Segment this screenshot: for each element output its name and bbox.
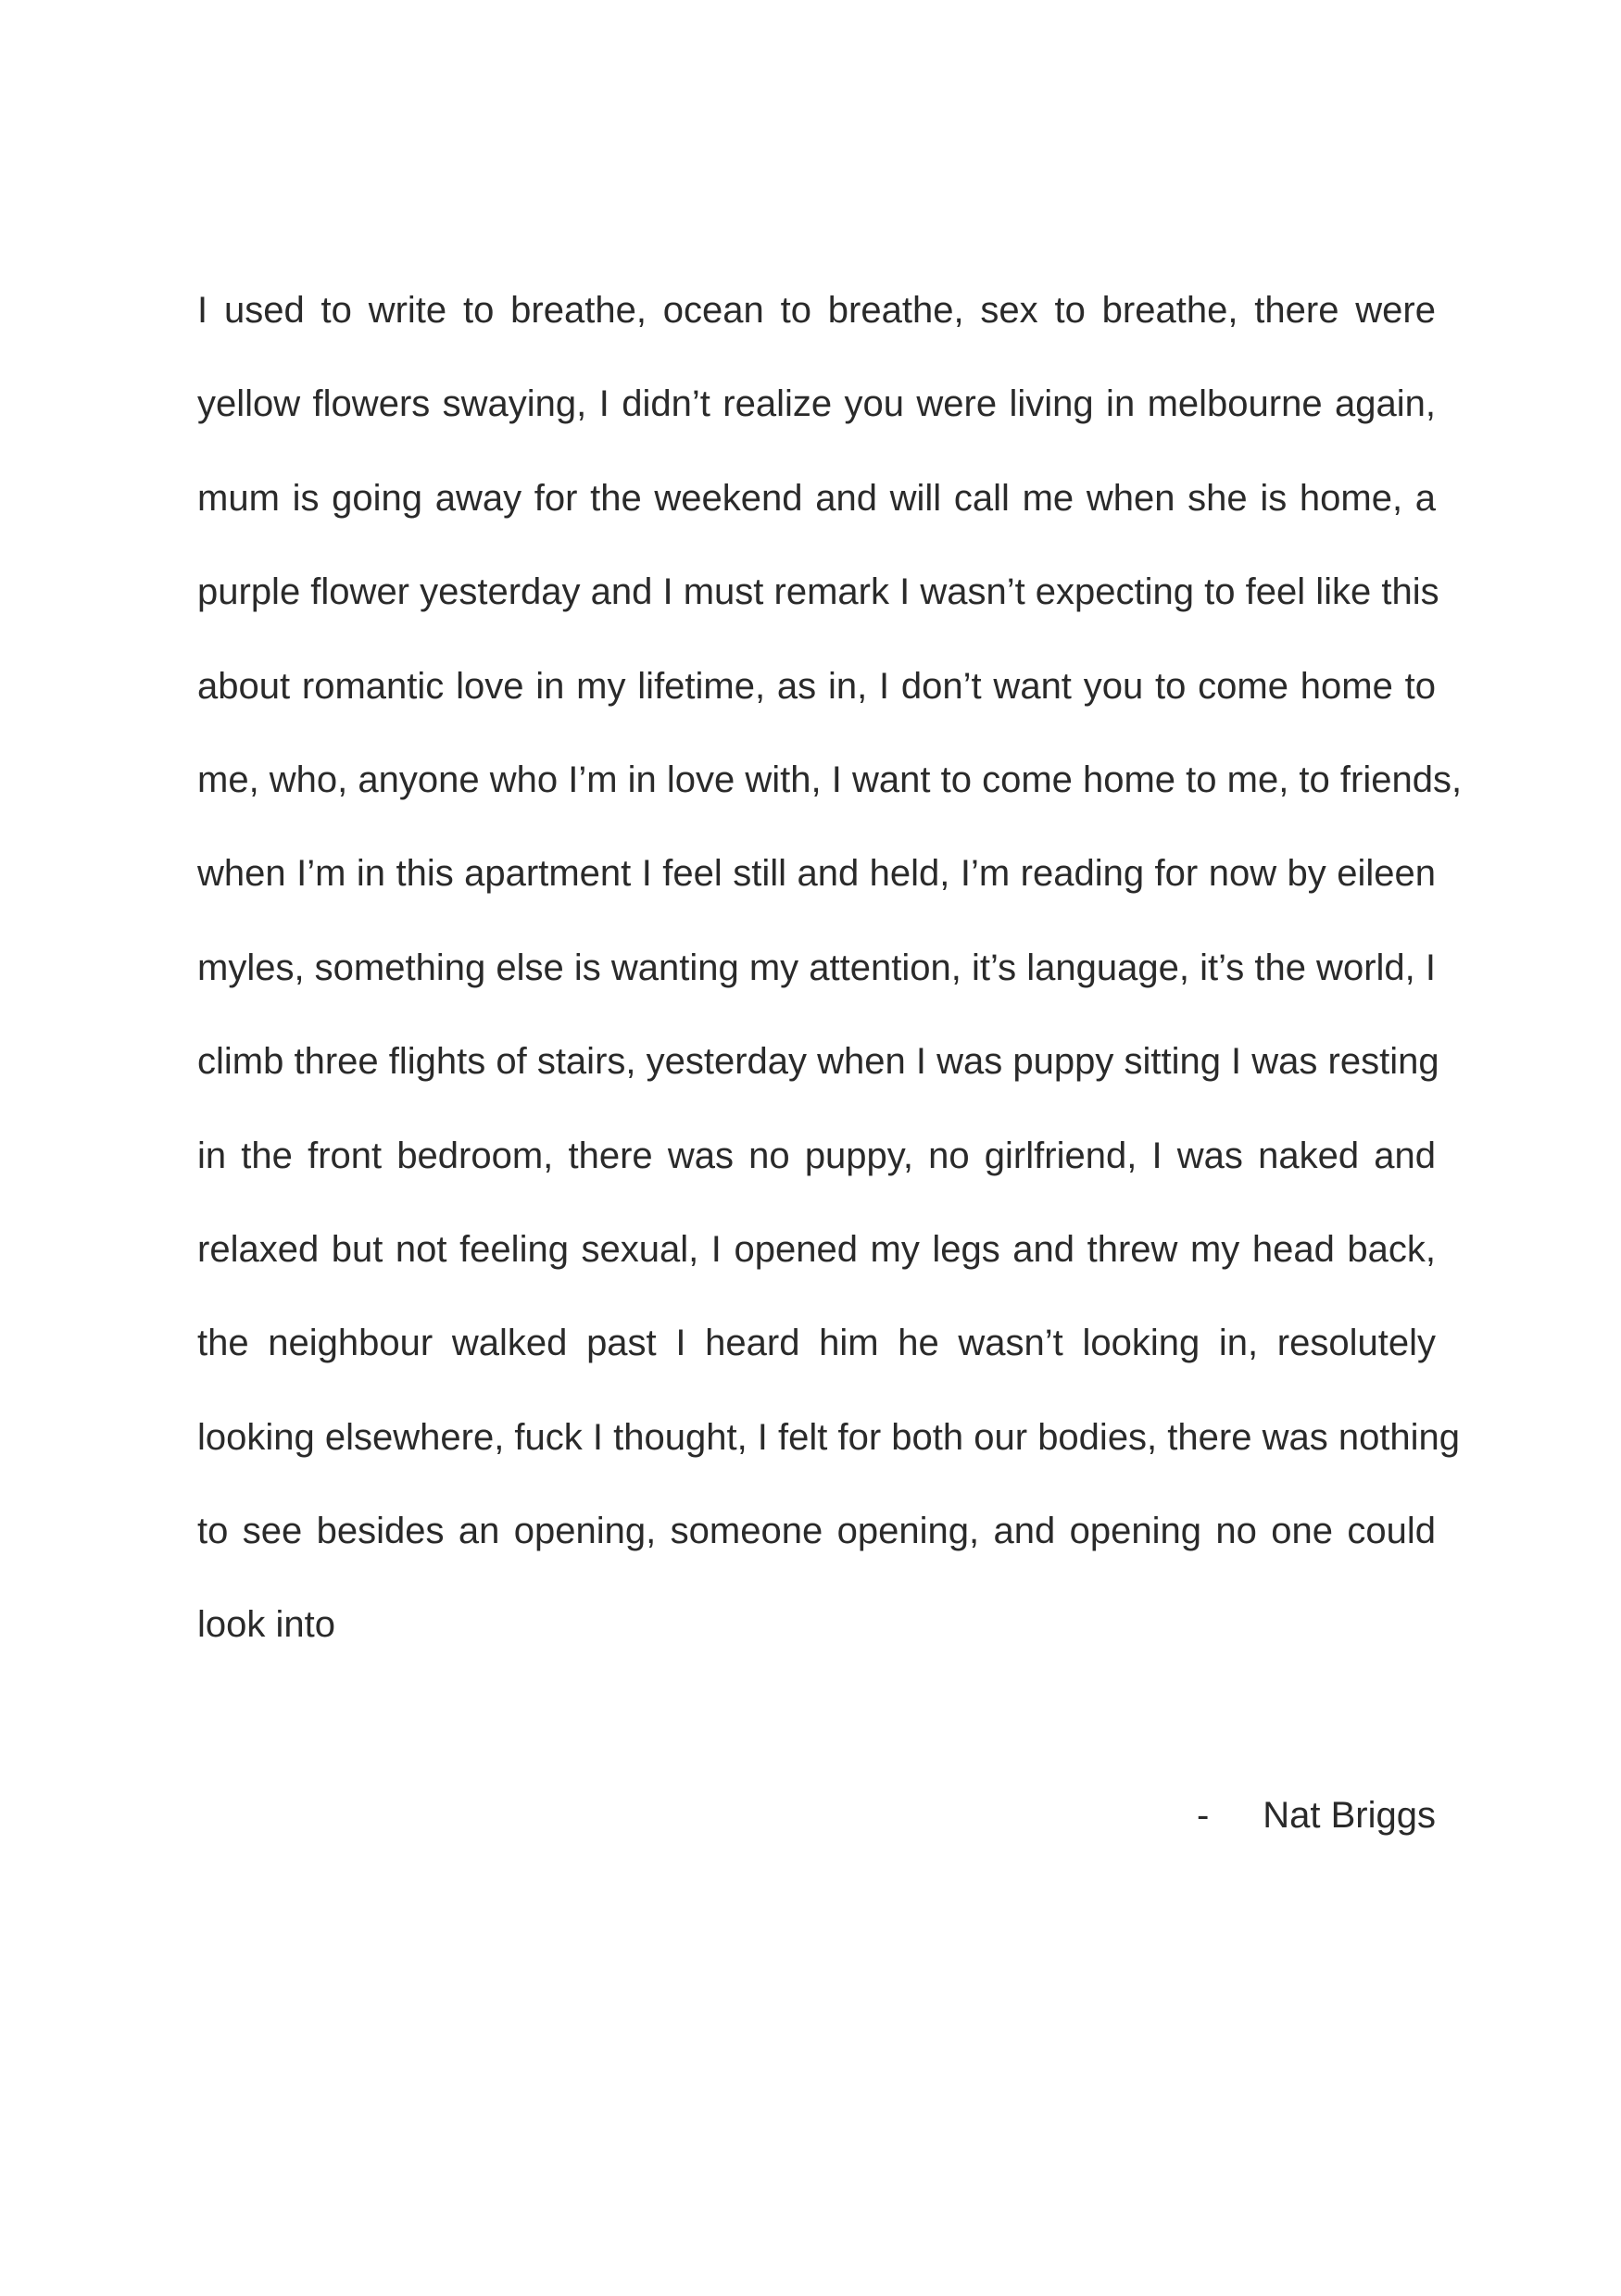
poem-line: look into [197, 1604, 335, 1646]
poem-line: me, who, anyone who I’m in love with, I want to come home to me, to friends, [197, 759, 1463, 800]
poem-line: when I’m in this apartment I feel still and held, I’m reading for now by eileen [197, 853, 1436, 895]
poem-line: purple flower yesterday and I must remark I wasn’t expecting to feel like this [197, 571, 1439, 613]
poem-line: looking elsewhere, fuck I thought, I felt for both our bodies, there was nothing [197, 1416, 1461, 1458]
poem-line: climb three flights of stairs, yesterday when I was puppy sitting I was resting [197, 1041, 1439, 1083]
poem-line: about romantic love in my lifetime, as in, I don’t want you to come home to [197, 665, 1436, 707]
poem-line: yellow flowers swaying, I didn’t realize you were living in melbourne again, [197, 383, 1436, 425]
author-signature [1186, 1788, 1436, 1843]
poem-line: mum is going away for the weekend and will call me when she is home, a [197, 477, 1436, 519]
poem-body [197, 282, 1463, 1691]
signature-dash: - [1197, 1795, 1210, 1836]
poem-line: the neighbour walked past I heard him he wasn’t looking in, resolutely [197, 1323, 1436, 1364]
poem-line: relaxed but not feeling sexual, I opened my legs and threw my head back, [197, 1228, 1436, 1270]
poem-line: I used to write to breathe, ocean to breathe, sex to breathe, there were [197, 290, 1436, 331]
poem-line: myles, something else is wanting my attention, it’s language, it’s the world, I [197, 947, 1436, 988]
poem-line: in the front bedroom, there was no puppy, no girlfriend, I was naked and [197, 1135, 1436, 1176]
author-name: Nat Briggs [1263, 1795, 1436, 1836]
poem-line: to see besides an opening, someone opening, and opening no one could [197, 1511, 1436, 1552]
